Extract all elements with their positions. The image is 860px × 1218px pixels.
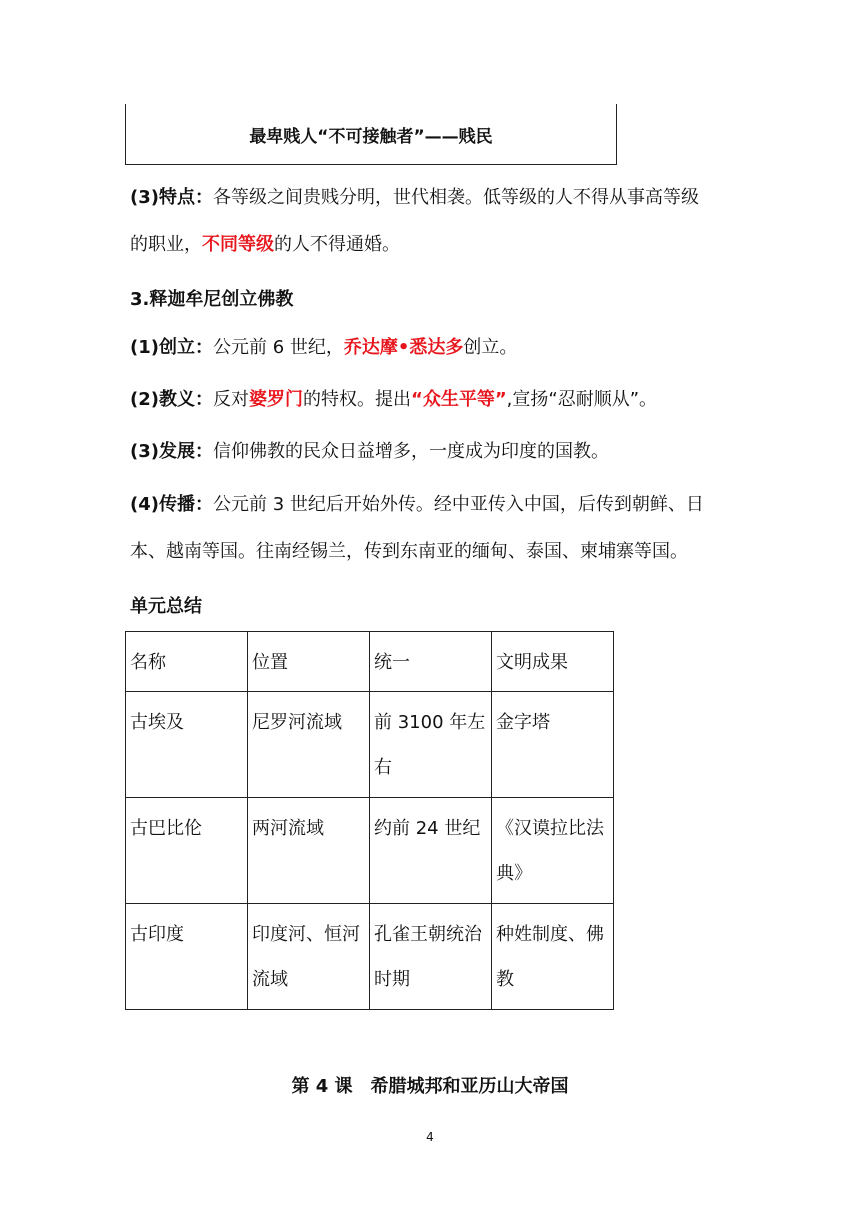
table-cell: 金字塔 <box>492 692 614 798</box>
traits-pre: 的职业， <box>130 234 202 255</box>
traits-label: (3)特点： <box>130 187 213 208</box>
table-row <box>126 692 614 798</box>
table-cell: 种姓制度、佛教 <box>492 904 614 1010</box>
spread-line1: 公元前 3 世纪后开始外传。经中亚传入中国，后传到朝鲜、日 <box>212 494 704 515</box>
table-cell: 约前 24 世纪 <box>370 798 492 904</box>
page-number: 4 <box>426 1130 434 1144</box>
table-row <box>126 904 614 1010</box>
founding-paragraph <box>130 324 740 371</box>
table-cell: 古埃及 <box>126 692 248 798</box>
table-cell: 《汉谟拉比法典》 <box>492 798 614 904</box>
traits-post: 的人不得通婚。 <box>274 234 400 255</box>
table-cell: 古巴比伦 <box>126 798 248 904</box>
traits-highlight: 不同等级 <box>202 234 274 255</box>
doctrine-label: (2)教义： <box>130 389 213 410</box>
table-header-cell: 名称 <box>126 632 248 692</box>
caste-untouchables-text: 最卑贱人“不可接触者”——贱民 <box>249 126 493 147</box>
development-text: 信仰佛教的民众日益增多，一度成为印度的国教。 <box>212 441 609 462</box>
lesson-title: 第 4 课 希腊城邦和亚历山大帝国 <box>291 1076 569 1097</box>
doctrine-paragraph <box>130 376 740 423</box>
unit-summary-table <box>125 631 614 1010</box>
spread-line2: 本、越南等国。往南经锡兰，传到东南亚的缅甸、泰国、柬埔寨等国。 <box>130 541 688 562</box>
doctrine-pre: 反对 <box>212 389 249 410</box>
founder-name: 乔达摩•悉达多 <box>343 337 464 358</box>
traits-paragraph <box>130 174 740 268</box>
section3-heading: 3.释迦牟尼创立佛教 <box>130 289 294 310</box>
founding-post: 创立。 <box>463 337 518 358</box>
development-label: (3)发展： <box>130 441 213 462</box>
table-header-cell: 位置 <box>248 632 370 692</box>
founding-label: (1)创立： <box>130 337 213 358</box>
founding-pre: 公元前 6 世纪， <box>212 337 344 358</box>
doctrine-mid: 的特权。提出 <box>302 389 411 410</box>
traits-line1: 各等级之间贵贱分明，世代相袭。低等级的人不得从事高等级 <box>212 187 699 208</box>
table-header-cell: 统一 <box>370 632 492 692</box>
table-cell: 印度河、恒河流域 <box>248 904 370 1010</box>
table-cell: 尼罗河流域 <box>248 692 370 798</box>
doctrine-highlight-equality: “众生平等” <box>410 389 507 410</box>
table-header-cell: 文明成果 <box>492 632 614 692</box>
unit-summary-heading: 单元总结 <box>130 596 202 617</box>
doctrine-post: ,宣扬“忍耐顺从”。 <box>506 389 658 410</box>
caste-box-bottom <box>125 104 617 165</box>
spread-paragraph <box>130 481 740 575</box>
table-cell: 古印度 <box>126 904 248 1010</box>
table-header-row <box>126 632 614 692</box>
spread-label: (4)传播： <box>130 494 213 515</box>
table-cell: 孔雀王朝统治时期 <box>370 904 492 1010</box>
table-cell: 前 3100 年左右 <box>370 692 492 798</box>
doctrine-highlight-brahmin: 婆罗门 <box>248 389 303 410</box>
table-cell: 两河流域 <box>248 798 370 904</box>
table-row <box>126 798 614 904</box>
development-paragraph <box>130 428 740 475</box>
